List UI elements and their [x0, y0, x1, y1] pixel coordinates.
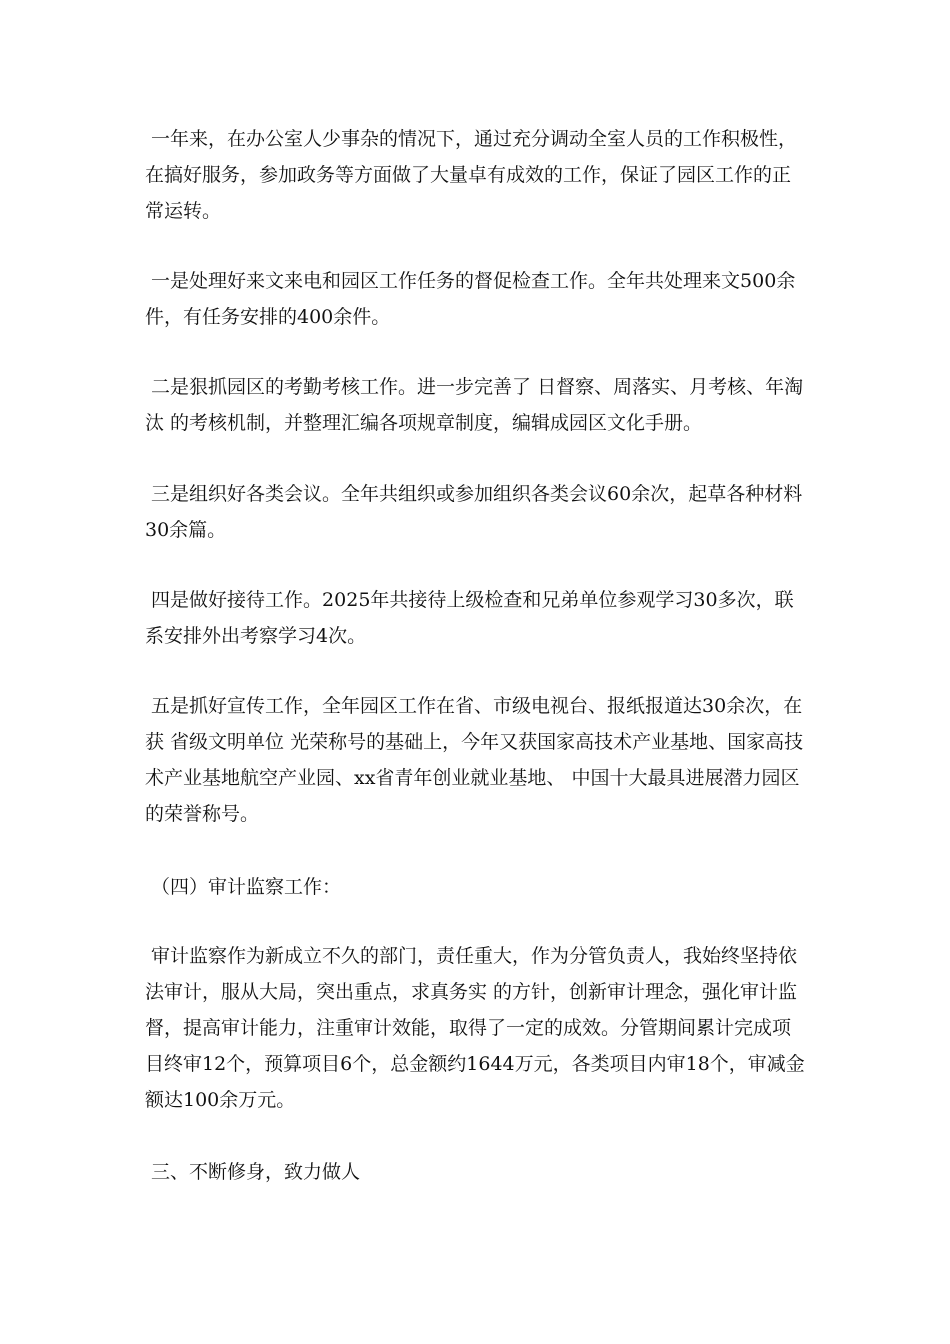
paragraph-item-five: 五是抓好宣传工作，全年园区工作在省、市级电视台、报纸报道达30余次，在获 省级文明单位 光荣称号的基础上，今年又获国家高技术产业基地、国家高技术产业基地航空产业园、xx省青年创业就业基地、 中国十大最具进展潜力园区 的荣誉称号。 [145, 695, 806, 825]
section-heading-audit: （四）审计监察工作： [145, 876, 342, 898]
paragraph-item-two: 二是狠抓园区的考勤考核工作。进一步完善了 日督察、周落实、月考核、年淘汰 的考核机制，并整理汇编各项规章制度，编辑成园区文化手册。 [145, 376, 804, 434]
paragraph-audit-work: 审计监察作为新成立不久的部门，责任重大，作为分管负责人，我始终坚持依法审计，服从大局，突出重点，求真务实 的方针，创新审计理念，强化审计监督，提高审计能力，注重审计效能，取得了一定的成效。分管期间累计完成项目终审12个，预算项目6个，总金额约1644万元，各类项目内审18个，审减金额达100余万元。 [145, 945, 805, 1111]
section-heading-self-cultivation: 三、不断修身，致力做人 [145, 1161, 361, 1183]
paragraph-item-three: 三是组织好各类会议。全年共组织或参加组织各类会议60余次，起草各种材料30余篇。 [145, 483, 803, 541]
paragraph-office-summary: 一年来，在办公室人少事杂的情况下，通过充分调动全室人员的工作积极性，在搞好服务，参加政务等方面做了大量卓有成效的工作，保证了园区工作的正常运转。 [145, 128, 798, 222]
paragraph-item-four: 四是做好接待工作。2025年共接待上级检查和兄弟单位参观学习30多次，联系安排外出考察学习4次。 [145, 589, 794, 647]
paragraph-item-one: 一是处理好来文来电和园区工作任务的督促检查工作。全年共处理来文500余件，有任务安排的400余件。 [145, 270, 796, 328]
